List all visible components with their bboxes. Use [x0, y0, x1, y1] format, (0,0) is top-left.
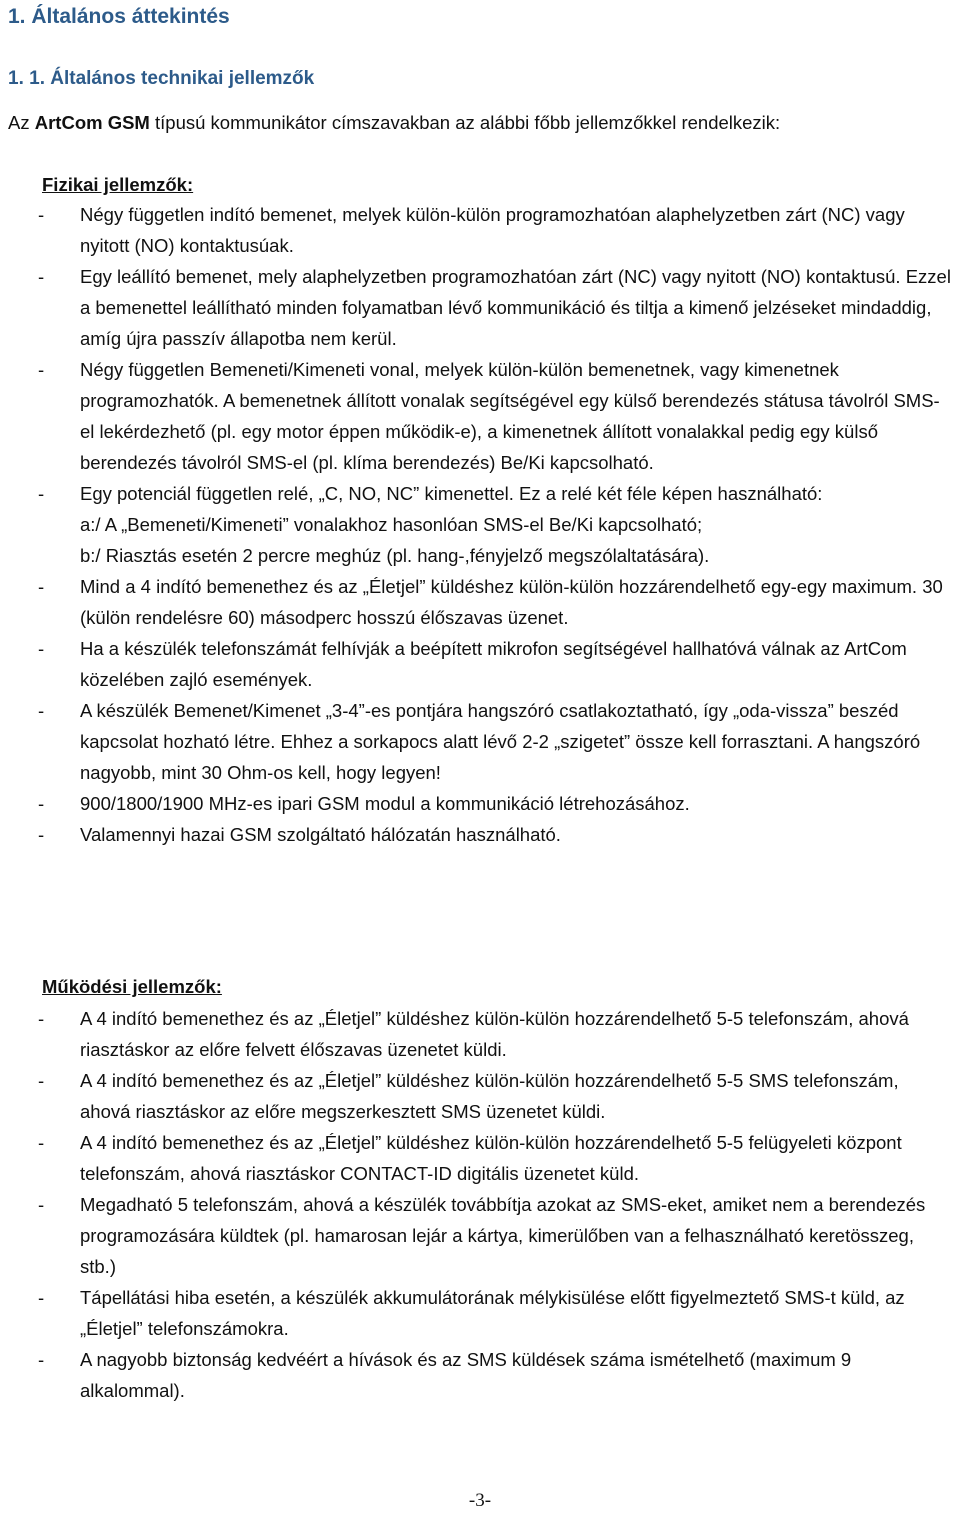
bullet-dash: -	[38, 1070, 45, 1091]
bullet-dash: -	[38, 483, 45, 504]
bullet-dash: -	[38, 700, 45, 721]
list-item	[38, 819, 953, 850]
intro-prefix: Az	[8, 112, 35, 133]
bullet-dash: -	[38, 1194, 45, 1215]
list-item	[38, 261, 953, 354]
list-item	[38, 478, 953, 571]
list-item	[38, 1344, 953, 1406]
bullet-dash: -	[38, 793, 45, 814]
list-item	[38, 633, 953, 695]
list-item	[38, 1003, 953, 1065]
bullet-dash: -	[38, 638, 45, 659]
list-item-text: A nagyobb biztonság kedvéért a hívások és az SMS küldések száma ismételhető (maximum 9 alkalommal).	[80, 1349, 852, 1401]
list-item	[38, 788, 953, 819]
list-item-text: Ha a készülék telefonszámát felhívják a beépített mikrofon segítségével hallhatóvá válnak az ArtCom közelében zajló események.	[80, 638, 907, 690]
bullet-dash: -	[38, 824, 45, 845]
list-item-text: A 4 indító bemenethez és az „Életjel” küldéshez külön-külön hozzárendelhető 5-5 felügyeleti központ telefonszám, ahová riasztáskor CONTACT-ID digitális üzenetet küld.	[80, 1132, 902, 1184]
bullet-dash: -	[38, 1008, 45, 1029]
bullet-dash: -	[38, 266, 45, 287]
list-item-text: Tápellátási hiba esetén, a készülék akkumulátorának mélykisülése előtt figyelmeztető SMS-t küld, az „Életjel” telefonszámokra.	[80, 1287, 905, 1339]
heading-1: 1. Általános áttekintés	[8, 5, 230, 28]
bullet-dash: -	[38, 359, 45, 380]
intro-product: ArtCom GSM	[34, 112, 150, 133]
list-item	[38, 1189, 953, 1282]
list-item	[38, 1065, 953, 1127]
heading-2: 1. 1. Általános technikai jellemzők	[8, 68, 315, 89]
operational-list	[38, 1003, 953, 1406]
list-item-text: Négy független Bemeneti/Kimeneti vonal, melyek külön-külön bemenetnek, vagy kimenetnek programozhatók. A bemenetnek állított vonalak segítségével egy külső berendezés státusa távolról SMS-el lekérdezhető (pl. egy motor éppen működik-e), a kimenetnek állított vonalakkal pedig egy külső berendezés távolról SMS-el (pl. klíma berendezés) Be/Ki kapcsolható.	[80, 359, 940, 473]
physical-list	[38, 199, 953, 850]
intro-paragraph	[8, 108, 953, 138]
list-item	[38, 199, 953, 261]
physical-section-title: Fizikai jellemzők:	[42, 174, 194, 195]
operational-section-title: Működési jellemzők:	[42, 976, 222, 997]
list-item-text: Egy leállító bemenet, mely alaphelyzetben programozhatóan zárt (NC) vagy nyitott (NO) kontaktusú. Ezzel a bemenettel leállítható minden folyamatban lévő kommunikáció és tiltja a kimenő jelzéseket mindaddig, amíg újra passzív állapotba nem kerül.	[80, 266, 951, 349]
bullet-dash: -	[38, 1287, 45, 1308]
list-item	[38, 695, 953, 788]
list-item-text: Valamennyi hazai GSM szolgáltató hálózatán használható.	[80, 824, 561, 845]
list-item-text: 900/1800/1900 MHz-es ipari GSM modul a kommunikáció létrehozásához.	[80, 793, 690, 814]
page-number: -3-	[468, 1490, 492, 1511]
list-item-text: Mind a 4 indító bemenethez és az „Életjel” küldéshez külön-külön hozzárendelhető egy-egy maximum. 30 (külön rendelésre 60) másodperc hosszú élőszavas üzenet.	[80, 576, 943, 628]
list-item-text: A 4 indító bemenethez és az „Életjel” küldéshez külön-külön hozzárendelhető 5-5 SMS telefonszám, ahová riasztáskor az előre megszerkesztett SMS üzenetet küldi.	[80, 1070, 899, 1122]
list-item	[38, 1282, 953, 1344]
list-item	[38, 1127, 953, 1189]
list-item-text: A készülék Bemenet/Kimenet „3-4”-es pontjára hangszóró csatlakoztatható, így „oda-vissza” beszéd kapcsolat hozható létre. Ehhez a sorkapocs alatt lévő 2-2 „szigetet” össze kell forrasztani. A hangszóró nagyobb, mint 30 Ohm-os kell, hogy legyen!	[80, 700, 921, 783]
list-item-text: Megadható 5 telefonszám, ahová a készülék továbbítja azokat az SMS-eket, amiket nem a berendezés programozására küldtek (pl. hamarosan lejár a kártya, kimerülőben van a felhasználható keretösszeg, stb.)	[80, 1194, 926, 1277]
list-item	[38, 354, 953, 478]
list-subitem-a: a:/ A „Bemeneti/Kimeneti” vonalakhoz hasonlóan SMS-el Be/Ki kapcsolható;	[80, 514, 703, 535]
list-item-text: A 4 indító bemenethez és az „Életjel” küldéshez külön-külön hozzárendelhető 5-5 telefonszám, ahová riasztáskor az előre felvett élőszavas üzenetet küldi.	[80, 1008, 909, 1060]
bullet-dash: -	[38, 576, 45, 597]
bullet-dash: -	[38, 1349, 45, 1370]
bullet-dash: -	[38, 204, 45, 225]
list-subitem-b: b:/ Riasztás esetén 2 percre meghúz (pl. hang-,fényjelző megszólaltatására).	[80, 545, 710, 566]
bullet-dash: -	[38, 1132, 45, 1153]
list-item-text: Egy potenciál független relé, „C, NO, NC” kimenettel. Ez a relé két féle képen használható:	[80, 483, 823, 504]
list-item	[38, 571, 953, 633]
intro-suffix: típusú kommunikátor címszavakban az alábbi főbb jellemzőkkel rendelkezik:	[149, 112, 781, 133]
list-item-text: Négy független indító bemenet, melyek külön-külön programozhatóan alaphelyzetben zárt (NC) vagy nyitott (NO) kontaktusúak.	[80, 204, 905, 256]
